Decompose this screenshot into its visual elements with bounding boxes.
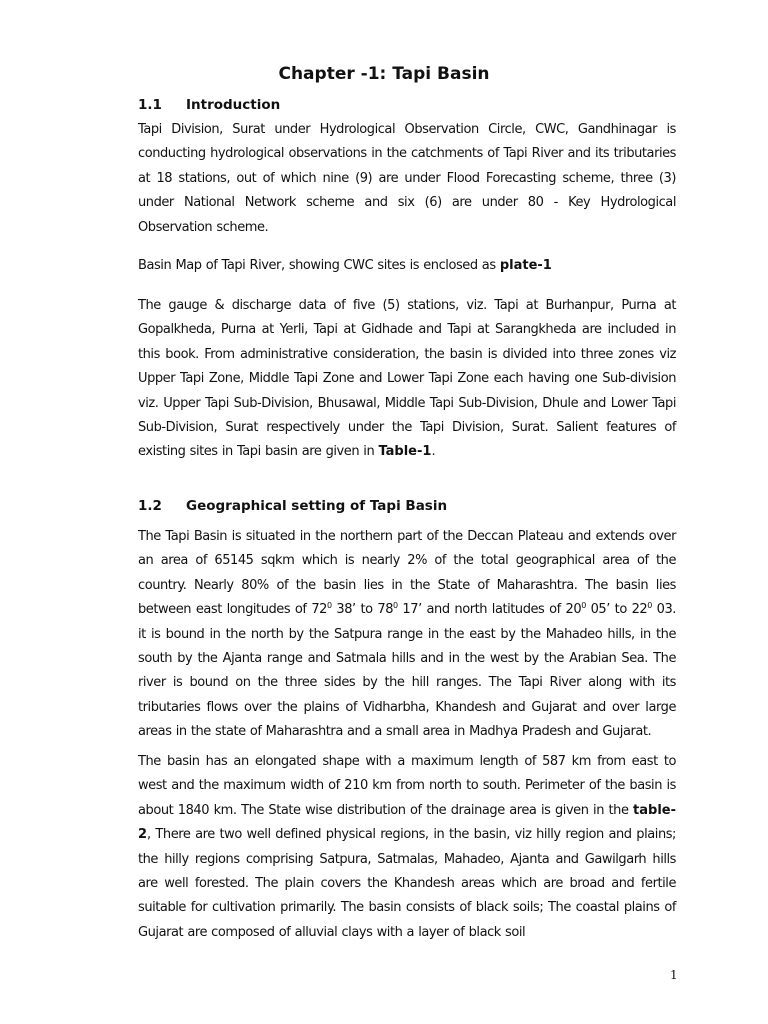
page-number: 1: [670, 968, 678, 982]
section-title: Introduction: [186, 97, 281, 113]
paragraph-text: Basin Map of Tapi River, showing CWC sites is enclosed as: [138, 258, 500, 273]
section-number: 1.1: [138, 97, 162, 113]
degree-superscript: 0: [581, 601, 586, 611]
intro-paragraph-3: [138, 294, 676, 465]
table-reference: Table-1: [378, 444, 432, 460]
table-reference: table-2: [138, 802, 676, 843]
section-title: Geographical setting of Tapi Basin: [186, 498, 448, 514]
intro-paragraph-2: [138, 254, 676, 278]
section-heading-geographical-setting: [138, 498, 447, 514]
chapter-title: Chapter -1: Tapi Basin: [278, 64, 490, 84]
degree-superscript: 0: [393, 601, 398, 611]
plate-reference: plate-1: [499, 258, 552, 273]
paragraph-text: The gauge & discharge data of five (5) stations, viz. Tapi at Burhanpur, Purna at Gopalkheda, Purna at Yerli, Tapi at Gidhade and Tapi at Sarangkheda are included in this book. From administrative consideration, the basin is divided into three zones viz Upper Tapi Zone, Middle Tapi Zone and Lower Tapi Zone each having one Sub-division viz. Upper Tapi Sub-Division, Bhusawal, Middle Tapi Sub-Division, Dhule and Lower Tapi Sub-Division, Surat respectively under the Tapi Division, Surat. Salient features of existing sites in Tapi basin are given in: [138, 298, 676, 460]
degree-superscript: 0: [647, 601, 652, 611]
section-number: 1.2: [138, 498, 162, 514]
paragraph-text: 38’ to 78: [331, 602, 394, 618]
paragraph-text: 03. it is bound in the north by the Satpura range in the east by the Mahadeo hills, in the south by the Ajanta range and Satmala hills and in the west by the Arabian Sea. The river is bound on the three sides by the hill ranges. The Tapi River along with its tributaries flows over the plains of Vidharbha, Khandesh and Gujarat and over large areas in the state of Maharashtra and a small area in Madhya Pradesh and Gujarat.: [138, 602, 676, 740]
paragraph-text: , There are two well defined physical regions, in the basin, viz hilly region and plains; the hilly regions comprising Satpura, Satmalas, Mahadeo, Ajanta and Gawilgarh hills are well forested. The plain covers the Khandesh areas which are broad and fertile suitable for cultivation primarily. The basin consists of black soils; The coastal plains of Gujarat are composed of alluvial clays with a layer of black soil: [138, 827, 676, 940]
degree-superscript: 0: [326, 601, 332, 611]
geography-paragraph-2: [138, 750, 676, 945]
paragraph-text: The Tapi Basin is situated in the northern part of the Deccan Plateau and extends over an area of 65145 sqkm which is nearly 2% of the total geographical area of the country. Nearly 80% of the basin lies in the State of Maharashtra. The basin lies between east longitudes of 72: [138, 529, 676, 618]
intro-paragraph-1: Tapi Division, Surat under Hydrological Observation Circle, CWC, Gandhinagar is conducting hydrological observations in the catchments of Tapi River and its tributaries at 18 stations, out of which nine (9) are under Flood Forecasting scheme, three (3) under National Network scheme and six (6) are under 80 - Key Hydrological Observation scheme.: [138, 122, 676, 235]
paragraph-end: .: [431, 444, 436, 460]
geography-paragraph-1: [138, 525, 676, 745]
section-heading-introduction: [138, 97, 280, 113]
paragraph-text: 05’ to 22: [585, 602, 648, 618]
paragraph-text: The basin has an elongated shape with a maximum length of 587 km from east to west and the maximum width of 210 km from north to south. Perimeter of the basin is about 1840 km. The State wise distribution of the drainage area is given in the: [138, 754, 676, 818]
paragraph-text: 17’ and north latitudes of 20: [397, 602, 582, 618]
